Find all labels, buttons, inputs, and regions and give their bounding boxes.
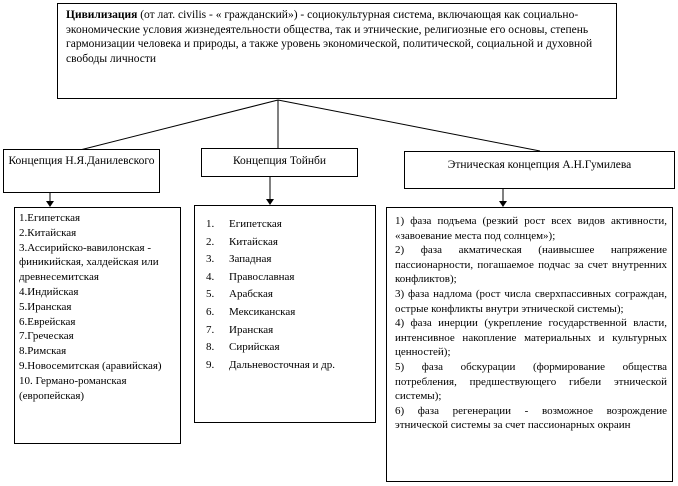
phase-item: 2) фаза акматическая (наивысшее напряжение пассионарности, погашаемое подчас за счет внутренних конфликтов);: [395, 244, 667, 286]
list-item-name: Мексиканская: [229, 305, 296, 318]
list-item-name: Египетская: [229, 218, 282, 230]
definition-term: Цивилизация: [66, 9, 138, 21]
phase-item: 6) фаза регенерации - возможное возрождение этнической системы за счет пассионарных окраин: [395, 404, 667, 432]
connector-left: [80, 100, 278, 150]
list-item: 7.Греческая: [19, 330, 74, 343]
list-item: 4.Индийская: [19, 285, 79, 298]
list-item: [199, 358, 371, 372]
list-item-number: 9.: [206, 358, 215, 371]
list-item: 2.Китайская: [19, 226, 77, 239]
list-item-name: Сирийская: [229, 341, 280, 354]
list-item-number: 6.: [206, 305, 215, 318]
list-item-number: 2.: [206, 235, 215, 248]
list-item-name: Православная: [229, 270, 295, 283]
list-item-number: 1.: [206, 218, 215, 230]
phase-item: 1) фаза подъема (резкий рост всех видов активности, «завоевание места под солнцем»);: [395, 215, 667, 242]
list-item: [199, 305, 371, 319]
list-item: 1.Египетская: [19, 212, 81, 224]
list-item: [199, 217, 371, 231]
list-item-name: Дальневосточная и др.: [229, 358, 336, 371]
list-item: 6.Еврейская: [19, 315, 76, 328]
list-item: [199, 252, 371, 266]
toynbee-civilizations-list: [194, 205, 376, 423]
list-item: [199, 235, 371, 249]
list-item-name: Западная: [229, 253, 272, 266]
list-item-number: 4.: [206, 270, 215, 283]
list-item: 5.Иранская: [19, 300, 72, 313]
list-item-number: 3.: [206, 253, 215, 266]
list-item-number: 5.: [206, 288, 215, 301]
list-item: 9.Новосемитская (аравийская): [19, 359, 162, 372]
gumilev-phases-list: [386, 207, 673, 482]
phase-item: 4) фаза инерции (укрепление государственной власти, интенсивное накопление материальных и культурных ценностей);: [395, 317, 667, 359]
danilevsky-concept-header: Концепция Н.Я.Данилевского: [3, 149, 160, 193]
list-item: [199, 340, 371, 354]
list-item: 10. Германо-романская (европейская): [19, 374, 127, 402]
list-item: [199, 323, 371, 337]
phase-item: 3) фаза надлома (рост числа сверхпассивных сограждан, острые конфликты внутри этнической системы);: [395, 287, 667, 315]
list-item: 3.Ассирийско-вавилонская - финикийская, халдейская или древнесемитская: [19, 241, 159, 284]
list-item-number: 8.: [206, 341, 215, 354]
connector-right: [278, 100, 540, 151]
list-item: [199, 287, 371, 301]
definition-text: (от лат. civilis - « гражданский») - социокультурная система, включающая как социально-экономические условия жизнедеятельности общества, так и этнические, религиозные его основы, степень гармонизации человека и природы, а также уровень экономической, политической, социальной и духовной свободы личности: [66, 9, 593, 65]
gumilev-concept-header: Этническая концепция А.Н.Гумилева: [404, 151, 675, 189]
list-item-name: Китайская: [229, 235, 278, 248]
phase-item: 5) фаза обскурации (формирование общества потребления, предшествующего гибели этнической системы);: [395, 360, 667, 403]
list-item: 8.Римская: [19, 345, 67, 358]
list-item: [199, 270, 371, 284]
danilevsky-civilizations-list: [14, 207, 181, 444]
list-item-name: Иранская: [229, 323, 274, 336]
list-item-number: 7.: [206, 323, 215, 336]
toynbee-concept-header: Концепция Тойнби: [201, 148, 358, 177]
civilization-definition-box: [57, 3, 617, 99]
list-item-name: Арабская: [229, 288, 273, 301]
